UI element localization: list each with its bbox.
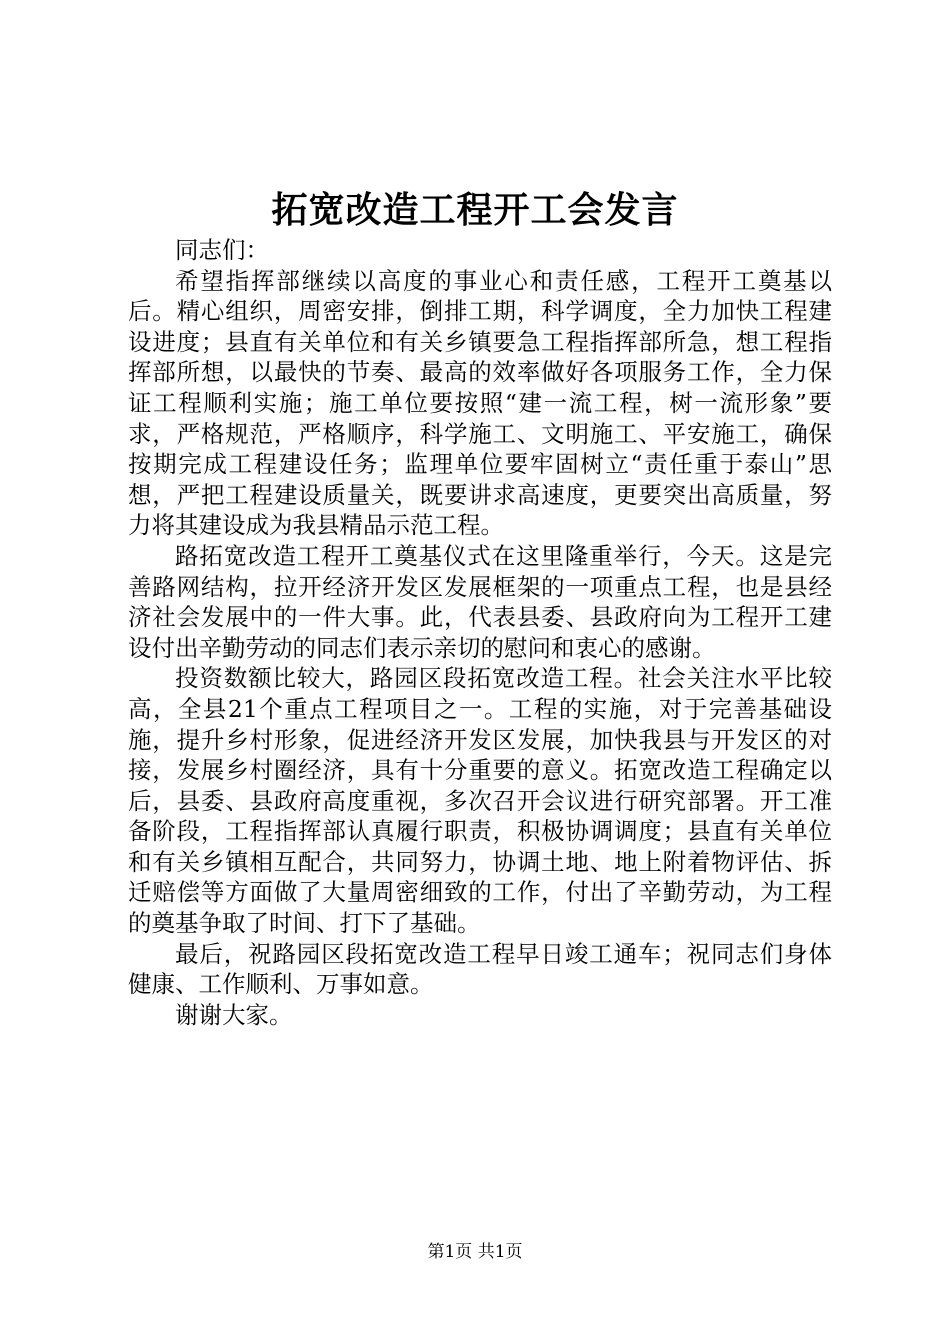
page-number-footer: 第1页 共1页 bbox=[427, 1242, 523, 1262]
document-body bbox=[128, 235, 832, 1030]
body-paragraph-4: 最后，祝路园区段拓宽改造工程早日竣工通车；祝同志们身体健康、工作顺利、万事如意。 bbox=[128, 939, 832, 999]
body-paragraph-1: 希望指挥部继续以高度的事业心和责任感，工程开工奠基以后。精心组织，周密安排，倒排工期，科学调度，全力加快工程建设进度；县直有关单位和有关乡镇要急工程指挥部所急，想工程指挥部所想，以最快的节奏、最高的效率做好各项服务工作，全力保证工程顺利实施；施工单位要按照“建一流工程，树一流形象”要求，严格规范，严格顺序，科学施工、文明施工、平安施工，确保按期完成工程建设任务；监理单位要牢固树立“责任重于泰山”思想，严把工程建设质量关，既要讲求高速度，更要突出高质量，努力将其建设成为我县精品示范工程。 bbox=[128, 266, 832, 540]
body-paragraph-3: 投资数额比较大，路园区段拓宽改造工程。社会关注水平比较高，全县21个重点工程项目之一。工程的实施，对于完善基础设施，提升乡村形象，促进经济开发区发展，加快我县与开发区的对接，发展乡村圈经济，具有十分重要的意义。拓宽改造工程确定以后，县委、县政府高度重视，多次召开会议进行研究部署。开工准备阶段，工程指挥部认真履行职责，积极协调调度；县直有关单位和有关乡镇相互配合，共同努力，协调土地、地上附着物评估、拆迁赔偿等方面做了大量周密细致的工作，付出了辛勤劳动，为工程的奠基争取了时间、打下了基础。 bbox=[128, 664, 832, 938]
closing-paragraph: 谢谢大家。 bbox=[175, 1000, 293, 1029]
body-paragraph-2: 路拓宽改造工程开工奠基仪式在这里隆重举行，今天。这是完善路网结构，拉开经济开发区发展框架的一项重点工程，也是县经济社会发展中的一件大事。此，代表县委、县政府向为工程开工建设付出辛勤劳动的同志们表示亲切的慰问和衷心的感谢。 bbox=[128, 541, 832, 662]
document-title: 拓宽改造工程开工会发言 bbox=[271, 189, 679, 231]
salutation-paragraph: 同志们： bbox=[175, 236, 269, 264]
